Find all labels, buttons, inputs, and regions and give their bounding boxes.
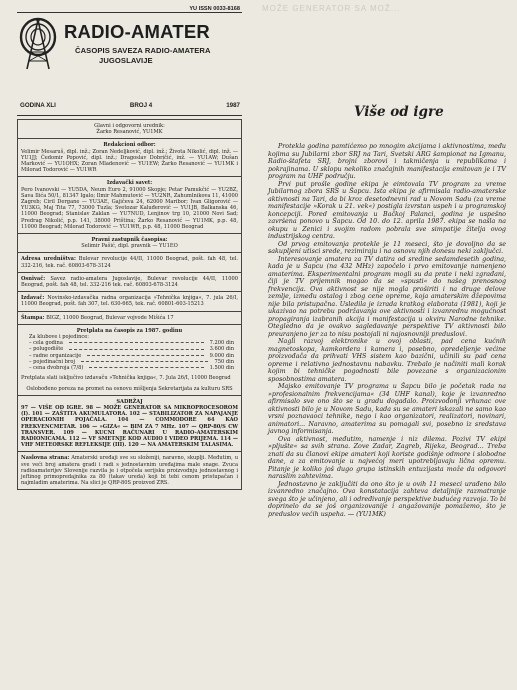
contents-box (17, 396, 242, 453)
founder-text: Savez radio-amatera Jugoslavije, Bulevar revolucije 44/II, 11000 Beograd, pošt. fah 48, tel. 332-216 tek. rač. 60803-678-3124 (21, 275, 238, 289)
print-label: Štampa: (21, 314, 45, 321)
publisher-box (17, 292, 242, 311)
issue-year: 1987 (226, 102, 240, 109)
editor-name: Žarko Resanović, YU1MK (96, 129, 163, 136)
article-paragraph: Protekla godina pamtićemo po mnogim akcijama i aktivnostima, među kojima su Jubilarni zbor SRJ na Tari, Svetski ARG šampionat na Igmanu, Radio-štafeta SRJ, brojni zborovi i takmičenja u republikama i pokrajinama. U sklopu nekoliko značajnih manifestacija emitovan je i TV program na UHF području. (268, 143, 506, 180)
legal-box (17, 234, 242, 253)
editor-label: Glavni i odgovorni urednik: (94, 123, 165, 129)
editor-box (17, 119, 242, 139)
contents-label: SADRŽAJ (116, 398, 143, 405)
council-box (17, 177, 242, 234)
price-leader (87, 353, 203, 356)
issue-number: BROJ 4 (129, 102, 153, 109)
board-label: Redakcioni odbor: (103, 142, 156, 149)
price-label: – polugodište (29, 346, 64, 353)
publisher-text: Novinsko-izdavačka radna organizacija »Tehnička knjiga«, 7. jula 26/I, 11000 Beograd, pošt. fah 307, tel. 630-665, tek. rač. 60801-603-15213 (21, 295, 238, 308)
issue-bar (17, 97, 242, 116)
legal-label: Pravni zastupnik časopisa: (91, 237, 168, 244)
price-leader (69, 340, 204, 343)
publisher-label: Izdavač: (21, 295, 45, 302)
issn: YU ISSN 0033-8168 (189, 6, 240, 12)
tax-note: Oslobođeno poreza na promet na osnovu mišljenja Sekretarijata za kulturu SRS (26, 385, 233, 392)
price-label: – cela godina (29, 340, 63, 347)
price-amount: 7.200 din (209, 340, 234, 347)
payment-note: Pretplata slati isključivo izdavaču »Tehnička knjiga«, 7. Jula 26/I, 11000 Beograd (21, 375, 231, 382)
article-column (268, 0, 506, 690)
article-body (268, 143, 506, 518)
subscription-intro: Za klubove i pojedince: (29, 334, 89, 341)
article-heading: Više od igre (354, 104, 444, 120)
address-box (17, 253, 242, 272)
legal-name: Selimir Pašić, dipl. pravnik — YU1EO (81, 243, 178, 250)
article-paragraph: Prvi put prošle godine ekipa je eimtovala TV program za vreme Jubilarnog zbora SRS u Šapcu. Ista ekipa je afirmisala radio-amaterske aktivnosti na Tari, da bi kroz desetodnevni rad u Novom Sadu (za vreme manifestacije »Korak u 21. vek«) postigla izvrstan uspeh i u programskoj koncepciji. Pored emitovanja u Bačkoj Palanci, godina je uspešno završena ponovo u Šapcu. Od 10. do 12. aprila 1987. ekipa se našla na okupu u Zenici i svojim radom pobrala sve simpatije žitelja ovog industrijskog centra. (268, 180, 506, 240)
address-label: Adresa uredništva: (21, 256, 76, 263)
price-amount: 9.000 din (209, 352, 234, 359)
print-text: BIGZ, 11000 Beograd, Bulevar vojvode Mišića 17 (46, 314, 174, 321)
radio-tower-logo-icon (18, 16, 58, 70)
price-leader (69, 346, 203, 349)
price-list (21, 340, 238, 371)
price-leader (81, 359, 208, 362)
board-text: Velimir Mesaruš, dipl. inž.; Zoran Nedeljković, dipl. inž.; Života Nikolić, dipl. inž. — YU1JJ; Čedomir Popović, dipl. inž.; Dragoslav Dobričić, inž. — YU1AW; Dušan Marković — YU1OHX; Zoran Mladenović — YU1EW; Žarko Resanović — YU1MK i Milorad Todorović — YU1WR (21, 148, 238, 174)
masthead-column (17, 6, 242, 686)
magazine-subtitle-country: JUGOSLAVIJE (99, 56, 153, 65)
address-text: Bulevar revolucije 44/II, 11000 Beograd, pošt. fah 48, tel. 332-216, tek. rač. 60803-678-3124 (21, 256, 238, 269)
price-amount: 750 din (214, 358, 234, 365)
article-paragraph: Jednostavno je zaključiti da ono što je u ovih 11 meseci urađeno bilo izvanredno značajno. Ova konstatacija zahteva detaljnije razmatranje svega što je učinjeno, ali i određivanje perspektive budućeg razvoja. To bi doprinelo da se još organizovanije i angažovanije pomažemo, što je preduslov većih uspeha. — (YU1MK) (268, 480, 506, 518)
price-leader (89, 365, 203, 368)
article-paragraph: Interesovanje amatera za TV datira od sredine sedamdesetih godina, kada je u Šapcu (na 432 MHz) započelo i prvo emitovanje namenjeno amaterima. Eksperimentalni program mogli su da prate i neki zgrađani, čiji je TV prijemnik mogao da se »spusti« do našeg prenosnog frekvencija. Ova aktivnost se nije mogla proširiti i na druge delove zemlje, između ostalog i zbog cene opreme, koja amaterskim džepovima nije bila pristupačna. Usledila je izrada kratkog elaborata (1981), koji je ukazivao na potrebu podržavanja ove aktivnosti i izvanrednu mogućnost propagiranja izabranih akcija i manifestacija u okviru Narodne tehnike. Otegledno da je ovakvo sagledavanje perspektive TV aktivnosti bilo preuranjeno jer za to nisu postojali ni najosnovniji preduslovi. (268, 255, 506, 338)
price-amount: 3.600 din (209, 346, 234, 353)
price-label: – cena dvobroja (7/8) (29, 365, 84, 372)
print-box (17, 312, 242, 325)
council-label: Izdavački savet: (106, 180, 153, 187)
price-row (21, 365, 238, 371)
subscription-label: Pretplata na časopis za 1987. godinu (76, 327, 183, 334)
masthead (17, 12, 242, 71)
magazine-title: RADIO-AMATER (64, 21, 210, 42)
founder-label: Osnivač: (21, 275, 46, 282)
price-amount: 1.500 din (209, 365, 234, 372)
council-text: Pero Ivanovski — YU5DA, Neum Euro 2, 91000 Skopje; Petar Pamukčić — YU2BZ, Sava Ilića 50/1, 81347 Igalo; Ilmir Mahmutović — YU2NR, Zahumlnikova 11, 41000 Zagreb; Ciril Dergane — YU3AE, Gajičeva 24, 62000 Maribor; Ivan Gligorović — YU3KG, Maj Tita 77, 73000 Tuzla; Svetozar Kaluđerović — YU1JB, Balkanska 46, 11000 Beograd; Stanislav Zaklan — YU7NUD, Lenjinov trg 10, 21000 Novi Sad; Predrag Nikolić, p.p. 141, 38000 Priština; Žarko Resanović — YU1MK, p.p. 48, 11000 Beograd; Milorad Todorović — YU1WR, p.p. 48, 11000 Beograd (21, 186, 238, 230)
cover-box (17, 452, 242, 490)
article-paragraph: Od prvog emitovanja protekle je 11 meseci, što je dovoljno da se sakupljeni utisci srede, rezimiraju i na osnovu njih donesu neki zaključci. (268, 240, 506, 255)
article-paragraph: Ova aktivnost, međutim, namenje i niz dilema. Pozivi TV ekipi »pljušte« sa svih strana. Zove Zadar, Zagreb, Rijeka, Beograd... Treba znati da su članovi ekipe amateri koji koriste godišnje odmore i slobodne dane, a za emitovanje u najvećoj meri upotrebljavaju lična opremu. Pitanje je koliko još dugo grupa istinskih entuzijasta može da odgovori naraslim zahtevima. (268, 435, 506, 480)
subscription-box (17, 325, 242, 396)
founder-box (17, 273, 242, 292)
issue-volume: GODINA XLI (20, 102, 56, 109)
magazine-subtitle: ČASOPIS SAVEZA RADIO-AMATERA (75, 46, 211, 55)
cover-label: Naslovna strana: (21, 455, 70, 462)
contents-text: 97 — VIŠE OD IGRE. 98 — MOŽE GENERATOR SA MIKROPROCESOROM (I). 101 — ZAŠTITA AKUMULATORA. 102 — STABILIZATOR ZA NAPAJANJE OPERACIONIH POJAČALA. 104 — COMMODORE 64 KAO FREKVENCMETAR. 106 — »GIZA« — BIM ZA 7 MHz. 107 — QRP-80/S CW TRANSVER. 109 — KUCNI RAČUNARI U RADIO-AMATERSKIM RADIONICAMA. 112 — VF SMETNJE KOD AUDIO I VIDEO PRIJEMA. 114 — VHF METEORSKE REFLEKSIJE (III). 120 — NA AMATERSKIM TALASIMA. (21, 404, 238, 449)
ghost-header: MOŽE GENERATOR SA MOŽ... (262, 4, 401, 13)
article-paragraph: Nagli razvoj elektronike u ovoj oblasti, pad cena kućnih magnetoskopa, kamkordera i kamera i, posebno, opredeljenje većine proizvođača da prihvati VHS sistem kao bazični, učinili su pad cena opreme i relativno jednostavnu nabavku. Trebalo je načiniti mali korak kojim bi tehničke pogodnosti bile povezane s organizacionim sposobnostima amatera. (268, 338, 506, 383)
article-paragraph: Majsko emitovanje TV programa u Šapcu bilo je početak rada na »profesionalnim frekvencijama« (34 UHF kanal), koje je izvanredno afirmisalo sve ono što se u gradu događalo. Proizvođonji vrhunac ove aktivnosti bilo je u Novom Sadu, kada su se amateri iskazali ne samo kao vrsni poznavaoci tehnike, nego i kao organizatori, realizatori, novinari, animatori... Naravno, amaterima su pomagali svi, posebno iz sredstava javnog informisanja. (268, 383, 506, 435)
price-label: – pojedinačni broj (29, 358, 76, 365)
price-label: – radne organizacije (29, 352, 82, 359)
cover-text: Amaterski uređaji sve su složeniji, naravno, skuplji. Međutim, u sve veći broj amatera gradi i radi s jednostavnim uređajima male snage. Zvuca radioamaterijev Slovenije razvila je i otpočela serijsku proizvodnju jednostavnog i jeftinog primopredajnika za 80 (takav ureda) koji bi tebi cenom pristupačan i najmladim amaterima. Na slici je QRP-80S proizvod ZRS. (21, 455, 239, 487)
board-box (17, 139, 242, 177)
